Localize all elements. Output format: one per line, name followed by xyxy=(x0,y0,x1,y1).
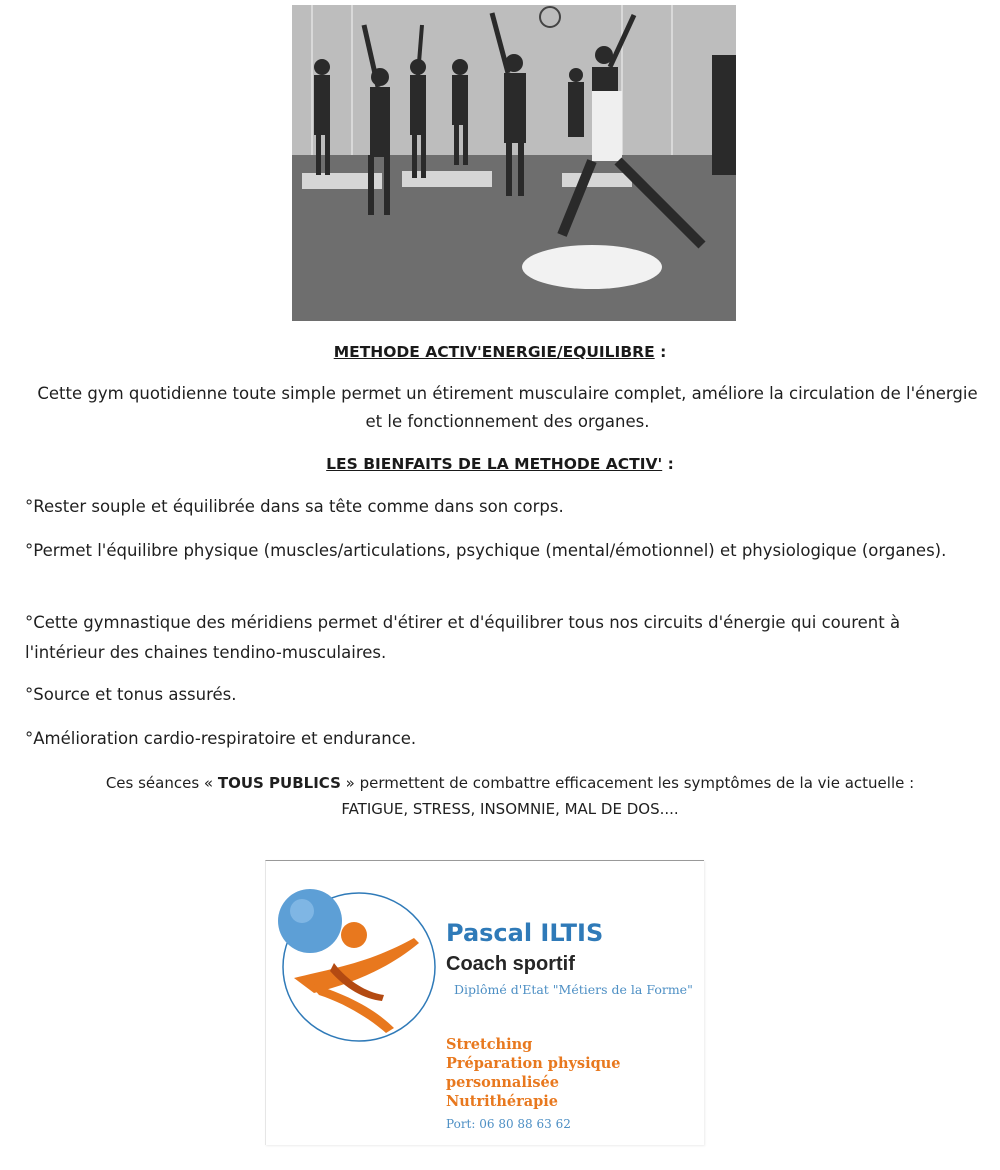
section-title-method-colon: : xyxy=(654,343,667,361)
section-title-benefits-colon: : xyxy=(662,455,674,473)
closing-line-2: FATIGUE, STRESS, INSOMNIE, MAL DE DOS.... xyxy=(341,800,679,818)
business-card xyxy=(265,860,704,1145)
closing-emphasis: TOUS PUBLICS xyxy=(217,774,341,792)
service-item: Stretching xyxy=(446,1036,533,1053)
section-title-method-text: METHODE ACTIV'ENERGIE/EQUILIBRE xyxy=(333,343,655,361)
coach-phone: Port: 06 80 88 63 62 xyxy=(446,1117,571,1131)
intro-paragraph: Cette gym quotidienne toute simple permet un étirement musculaire complet, améliore la circulation de l'énergie et le fonctionnement des organes. xyxy=(37,384,978,431)
section-title-method xyxy=(0,343,1000,361)
closing-suffix: » permettent de combattre efficacement les symptômes de la vie actuelle : xyxy=(340,774,915,792)
closing-line-1 xyxy=(60,770,960,796)
benefit-item: °Amélioration cardio-respiratoire et endurance. xyxy=(25,729,417,748)
service-item: personnalisée xyxy=(446,1074,559,1091)
class-photo xyxy=(292,5,736,321)
section-title-benefits xyxy=(0,455,1000,473)
coach-role: Coach sportif xyxy=(446,953,575,975)
service-item: Préparation physique xyxy=(446,1055,621,1072)
coach-logo-icon xyxy=(274,883,444,1043)
section-title-benefits-text: LES BIENFAITS DE LA METHODE ACTIV' xyxy=(326,455,663,473)
closing-prefix: Ces séances « xyxy=(105,774,218,792)
benefit-item: °Source et tonus assurés. xyxy=(25,685,237,704)
benefit-item: °Permet l'équilibre physique (muscles/articulations, psychique (mental/émotionnel) et physiologique (organes). xyxy=(25,541,947,560)
coach-diploma: Diplômé d'Etat "Métiers de la Forme" xyxy=(454,982,693,997)
service-item: Nutrithérapie xyxy=(446,1093,559,1110)
benefit-item: °Rester souple et équilibrée dans sa tête comme dans son corps. xyxy=(25,497,564,516)
coach-services xyxy=(446,1035,621,1111)
closing-paragraph xyxy=(60,770,960,822)
coach-name: Pascal ILTIS xyxy=(446,919,604,947)
benefit-item: °Cette gymnastique des méridiens permet d'étirer et d'équilibrer tous nos circuits d'énergie qui courent à l'intérieur des chaines tendino-musculaires. xyxy=(25,613,901,662)
